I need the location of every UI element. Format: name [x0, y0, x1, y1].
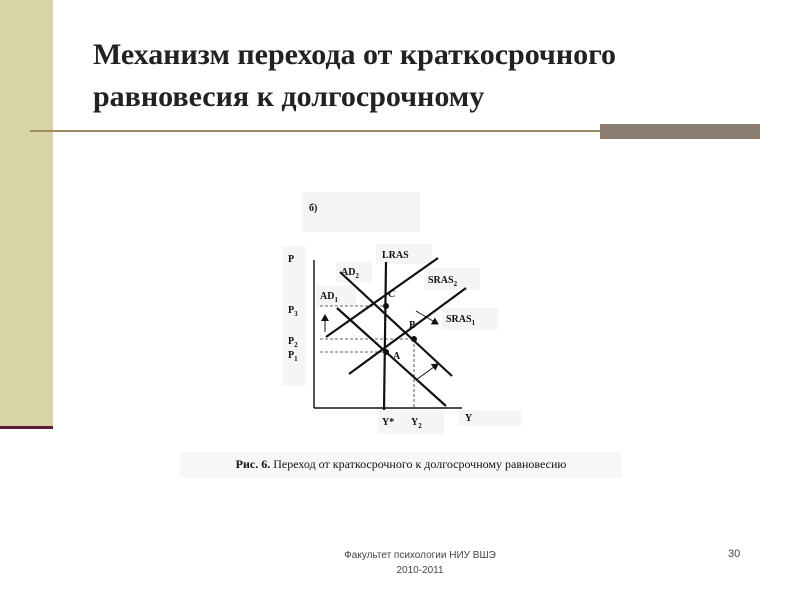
point-a [383, 349, 389, 355]
p1-label: $P_1$ [288, 350, 298, 363]
y2-label: $Y_2$ [411, 417, 422, 430]
caption-figure-number: Рис. 6. [235, 457, 271, 471]
sras1-label: $SRAS_1$ [446, 314, 476, 327]
lras-line [384, 262, 386, 410]
sras2-line [349, 288, 466, 374]
p2-label: $P_2$ [288, 336, 298, 349]
ad1-label: $AD_1$ [320, 291, 338, 304]
title-line-1: Механизм перехода от краткосрочного [93, 38, 617, 71]
y-axis-label: P [288, 254, 295, 265]
ad2-label: $AD_2$ [341, 267, 359, 280]
panel-label: б) [309, 203, 318, 214]
footer-line-1: Факультет психологии НИУ ВШЭ [344, 550, 496, 561]
sras2-label: $SRAS_2$ [428, 275, 458, 288]
caption-text: Переход от краткосрочного к долгосрочному равновесию [270, 457, 567, 471]
point-a-label: A [393, 351, 401, 362]
panel-label-box [302, 192, 420, 232]
ad-shift-arrow [416, 364, 438, 380]
y-star-label: Y* [382, 417, 395, 428]
figure-caption [180, 452, 622, 478]
point-b [411, 336, 417, 342]
point-c-label: C [388, 289, 396, 300]
ad1-line [337, 308, 446, 406]
p3-label: $P_3$ [288, 305, 298, 318]
point-c [383, 303, 389, 309]
title-line-2: равновесия к долгосрочному [93, 80, 485, 113]
x-axis-label: Y [465, 413, 473, 424]
page-number: 30 [728, 548, 741, 560]
lras-label: LRAS [382, 250, 409, 261]
point-b-label: B [409, 320, 416, 331]
footer [300, 548, 540, 578]
footer-line-2: 2010-2011 [396, 565, 444, 576]
